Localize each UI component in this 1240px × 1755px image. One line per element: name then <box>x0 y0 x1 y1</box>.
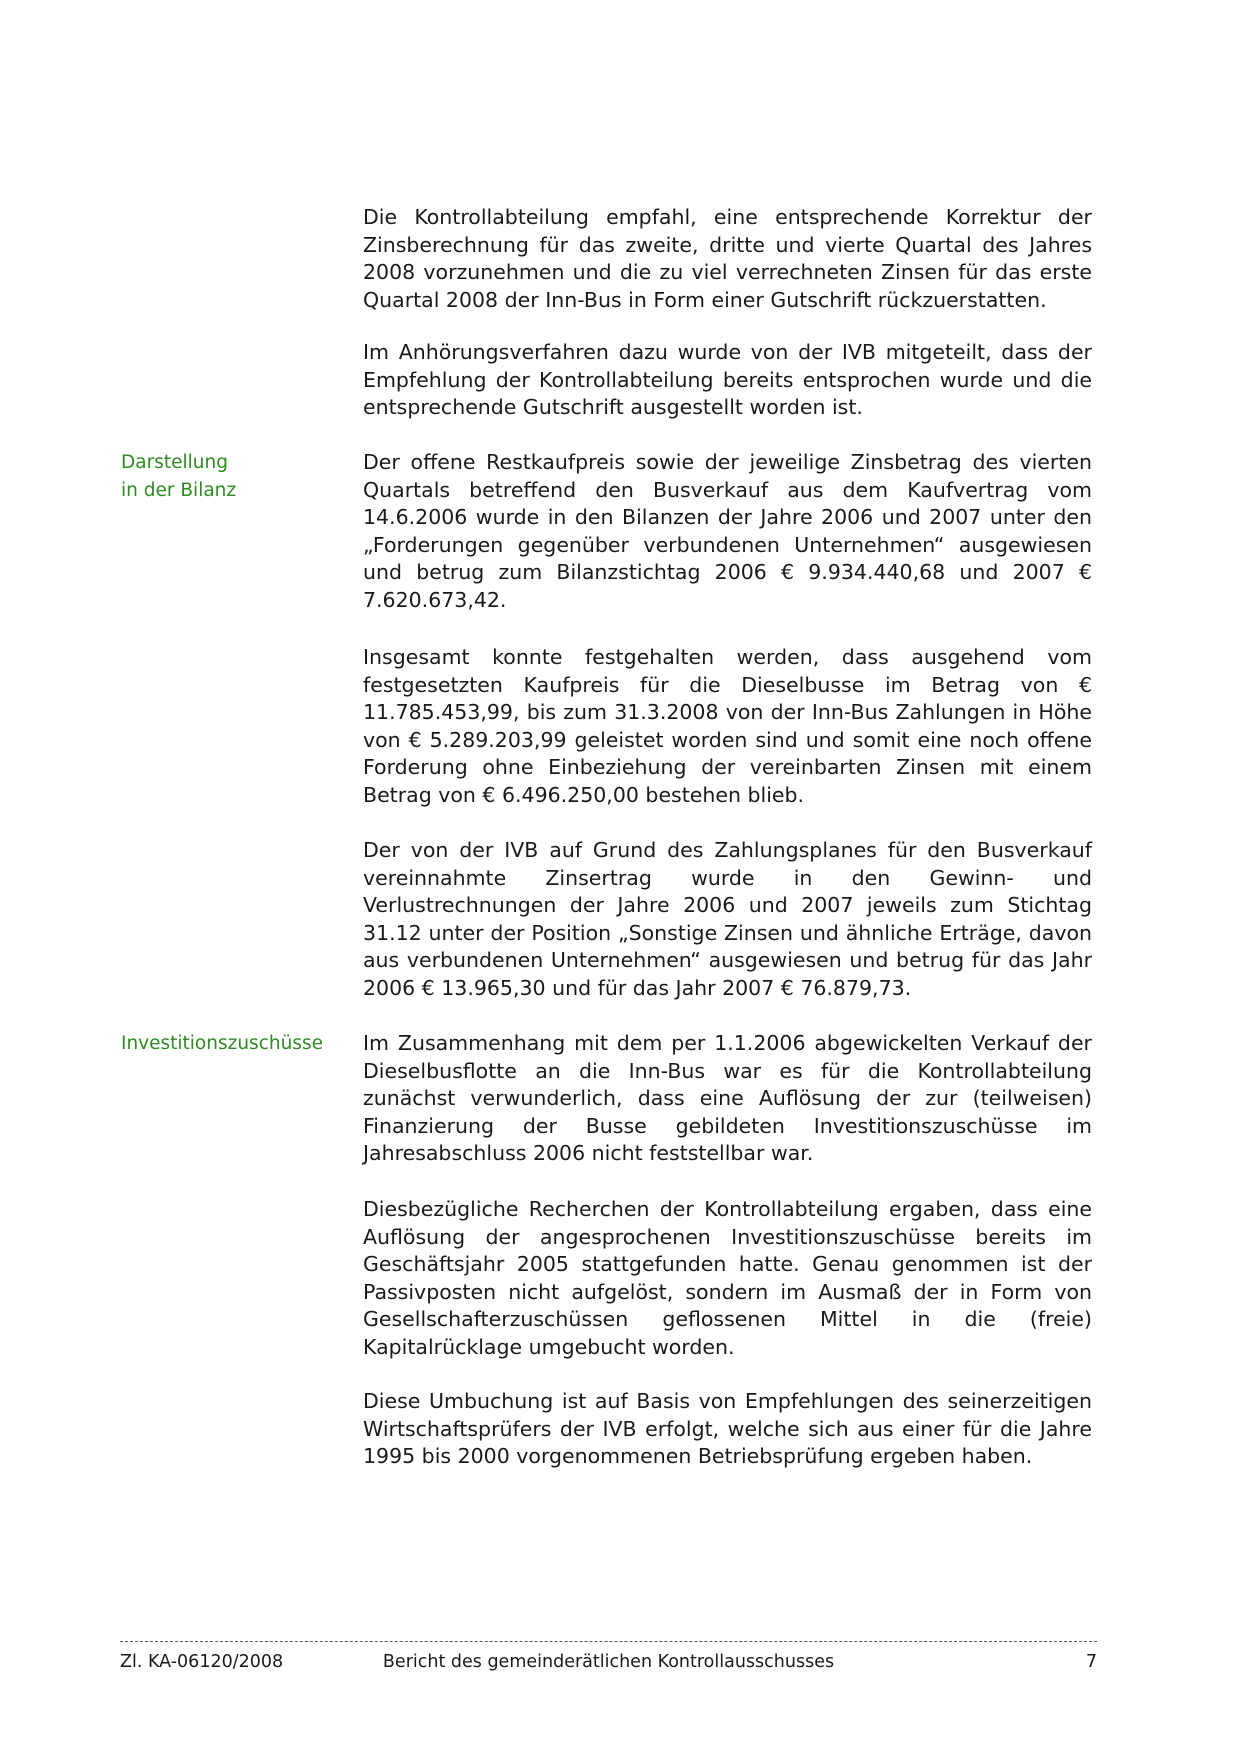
paragraph-recherchen-aufloesung: Diesbezügliche Recherchen der Kontrollabteilung ergaben, dass eine Auflösung der angesprochenen Investitionszuschüsse bereits im Geschäftsjahr 2005 stattgefunden hatte. Genau genommen ist der Passivposten nicht aufgelöst, sondern im Ausmaß der in Form von Gesellschafterzuschüssen geflossenen Mittel in die (freie) Kapitalrücklage umgebucht worden. <box>363 1197 1092 1359</box>
paragraph-verkauf-dieselbusflotte: Im Zusammenhang mit dem per 1.1.2006 abgewickelten Verkauf der Dieselbusflotte an die Inn-Bus war es für die Kontrollabteilung zunächst verwunderlich, dass eine Auflösung der zur (teilweisen) Finanzierung der Busse gebildeten Investitionszuschüsse im Jahresabschluss 2006 nicht feststellbar war. <box>363 1031 1092 1166</box>
footer-title: Bericht des gemeinderätlichen Kontrollausschusses <box>382 1652 835 1672</box>
side-label-darstellung-bilanz: Darstellung in der Bilanz <box>121 452 237 501</box>
page-footer <box>120 1649 1097 1675</box>
footer-divider <box>120 1641 1097 1642</box>
paragraph-umbuchung-empfehlung: Diese Umbuchung ist auf Basis von Empfehlungen des seinerzeitigen Wirtschaftsprüfers der IVB erfolgt, welche sich aus einer für die Jahre 1995 bis 2000 vorgenommenen Betriebsprüfung ergeben haben. <box>363 1389 1092 1469</box>
paragraph-zinsertrag-guv: Der von der IVB auf Grund des Zahlungsplanes für den Busverkauf vereinnahmte Zinsertrag wurde in den Gewinn- und Verlustrechnungen der Jahre 2006 und 2007 jeweils zum Stichtag 31.12 unter der Position „Sonstige Zinsen und ähnliche Erträge, davon aus verbundenen Unternehmen“ ausgewiesen und betrug für das Jahr 2006 € 13.965,30 und für das Jahr 2007 € 76.879,73. <box>363 838 1092 1000</box>
paragraph-kaufpreis-zahlungen: Insgesamt konnte festgehalten werden, dass ausgehend vom festgesetzten Kaufpreis für die Dieselbusse im Betrag von € 11.785.453,99, bis zum 31.3.2008 von der Inn-Bus Zahlungen in Höhe von € 5.289.203,99 geleistet worden sind und somit eine noch offene Forderung ohne Einbeziehung der vereinbarten Zinsen mit einem Betrag von € 6.496.250,00 bestehen blieb. <box>363 645 1092 807</box>
paragraph-restkaufpreis-bilanz: Der offene Restkaufpreis sowie der jeweilige Zinsbetrag des vierten Quartals betreffend den Busverkauf aus dem Kaufvertrag vom 14.6.2006 wurde in den Bilanzen der Jahre 2006 und 2007 unter den „Forderungen gegenüber verbundenen Unternehmen“ ausgewiesen und betrug zum Bilanzstichtag 2006 € 9.934.440,68 und 2007 € 7.620.673,42. <box>363 450 1092 612</box>
page-number: 7 <box>1085 1652 1097 1672</box>
side-label-investitionszuschuesse: Investitionszuschüsse <box>121 1033 323 1054</box>
paragraph-anhoerungsverfahren: Im Anhörungsverfahren dazu wurde von der IVB mitgeteilt, dass der Empfehlung der Kontrollabteilung bereits entsprochen wurde und die entsprechende Gutschrift ausgestellt worden ist. <box>363 340 1092 420</box>
paragraph-zinsberechnung-korrektur: Die Kontrollabteilung empfahl, eine entsprechende Korrektur der Zinsberechnung für das zweite, dritte und vierte Quartal des Jahres 2008 vorzunehmen und die zu viel verrechneten Zinsen für das erste Quartal 2008 der Inn-Bus in Form einer Gutschrift rückzuerstatten. <box>363 205 1092 312</box>
footer-reference: Zl. KA-06120/2008 <box>120 1652 284 1672</box>
